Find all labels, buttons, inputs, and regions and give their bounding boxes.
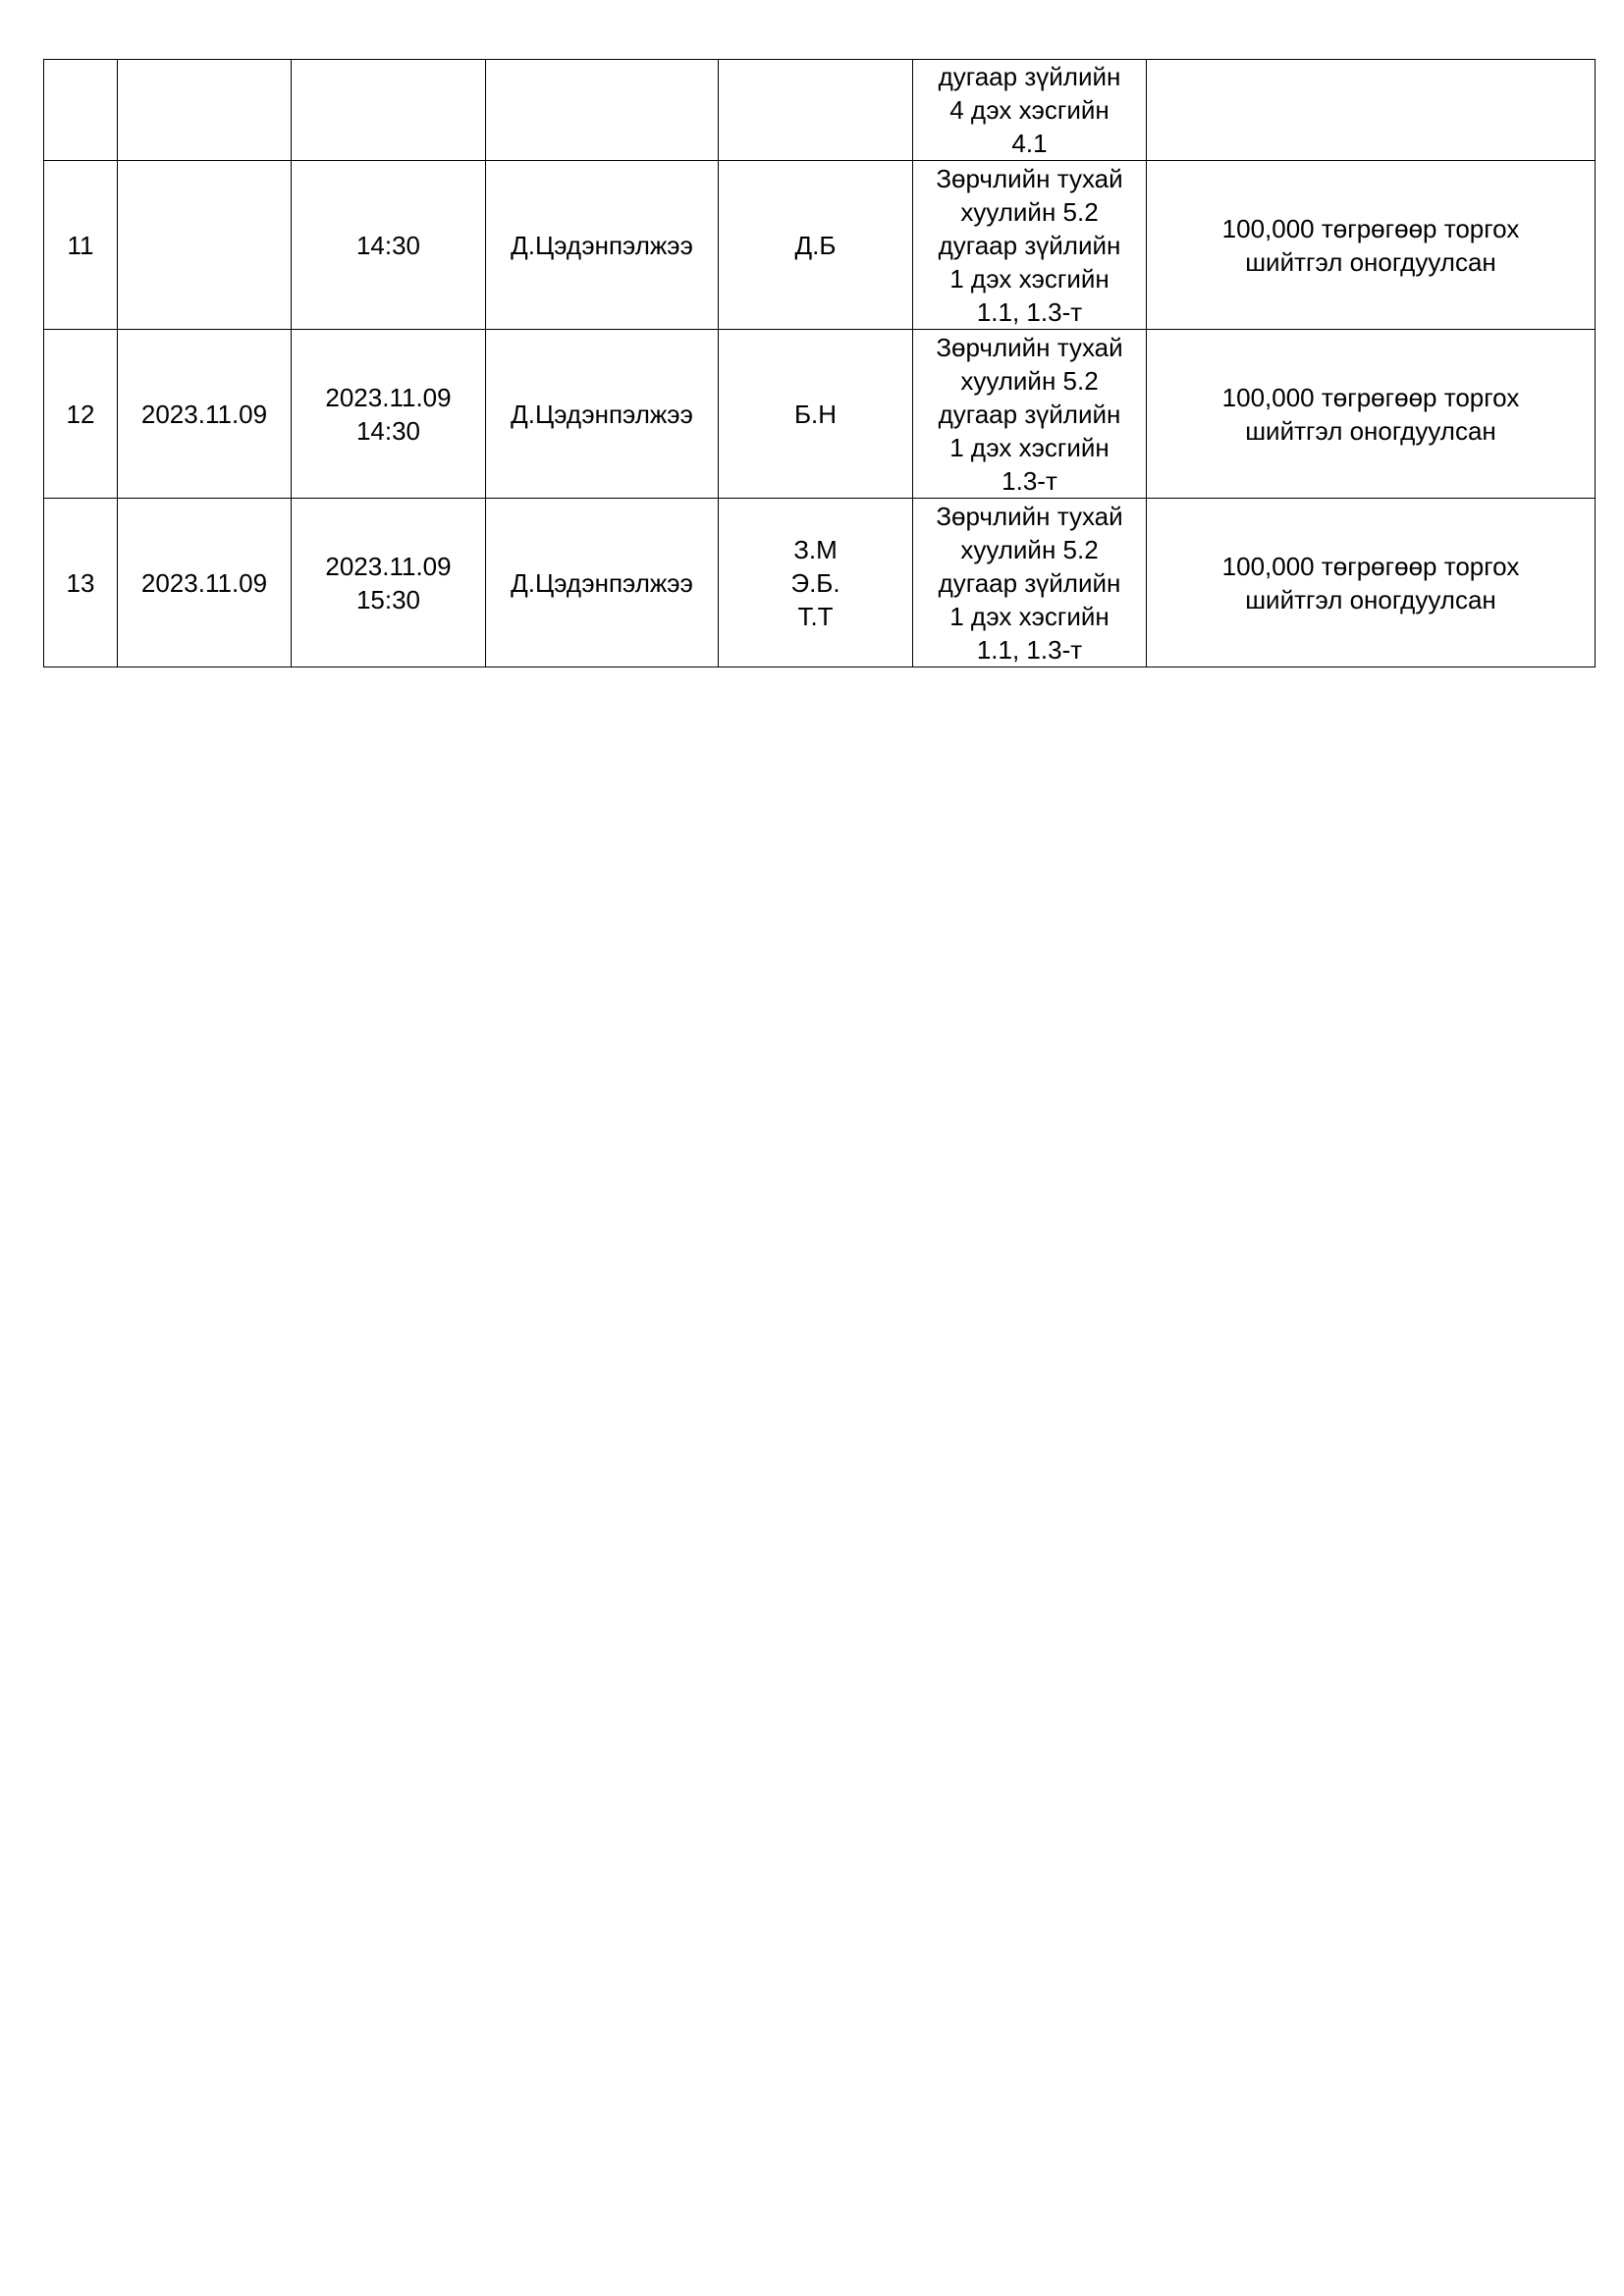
cell-violation xyxy=(913,330,1147,499)
cell-decision xyxy=(1147,161,1596,330)
datetime-date: 2023.11.09 xyxy=(325,551,452,581)
violation-line: Зөрчлийн тухай xyxy=(936,163,1123,193)
cell-datetime xyxy=(292,330,486,499)
violation-line: дугаар зүйлийн xyxy=(938,230,1121,260)
violator-name: Т.Т xyxy=(797,601,834,631)
cell-violation xyxy=(913,499,1147,667)
cell-date: 2023.11.09 xyxy=(118,499,292,667)
cell-date xyxy=(118,60,292,161)
violation-records-table xyxy=(43,59,1596,667)
datetime-time: 15:30 xyxy=(355,584,421,614)
datetime-time: 14:30 xyxy=(355,230,421,260)
violation-line: дугаар зүйлийн xyxy=(938,399,1121,429)
cell-inspector: Д.Цэдэнпэлжээ xyxy=(486,330,719,499)
violation-line: 4 дэх хэсгийн xyxy=(949,95,1110,125)
cell-violator xyxy=(719,499,913,667)
datetime-time: 14:30 xyxy=(355,415,421,446)
cell-violation xyxy=(913,60,1147,161)
violator-name: Э.Б. xyxy=(790,567,840,598)
cell-date xyxy=(118,161,292,330)
violator-name: З.М xyxy=(793,534,838,564)
cell-decision xyxy=(1147,499,1596,667)
violation-line: 1 дэх хэсгийн xyxy=(949,263,1110,294)
violation-line: 1.1, 1.3-т xyxy=(976,296,1083,327)
violation-line: дугаар зүйлийн xyxy=(938,567,1121,598)
decision-line: 100,000 төгрөгөөр торгох xyxy=(1221,382,1520,412)
cell-number: 12 xyxy=(44,330,118,499)
violation-line: Зөрчлийн тухай xyxy=(936,501,1123,531)
table-row xyxy=(44,330,1596,499)
table-row xyxy=(44,499,1596,667)
violation-line: хуулийн 5.2 xyxy=(960,534,1099,564)
table-row xyxy=(44,161,1596,330)
datetime-date: 2023.11.09 xyxy=(325,382,452,412)
cell-decision xyxy=(1147,60,1596,161)
violation-line: дугаар зүйлийн xyxy=(938,62,1121,91)
violation-line: хуулийн 5.2 xyxy=(960,365,1099,396)
violation-line: Зөрчлийн тухай xyxy=(936,332,1123,362)
cell-datetime xyxy=(292,60,486,161)
cell-violation xyxy=(913,161,1147,330)
cell-datetime xyxy=(292,499,486,667)
cell-violator xyxy=(719,161,913,330)
cell-number xyxy=(44,60,118,161)
cell-inspector: Д.Цэдэнпэлжээ xyxy=(486,161,719,330)
decision-line: 100,000 төгрөгөөр торгох xyxy=(1221,213,1520,243)
table-row xyxy=(44,60,1596,161)
decision-line: шийтгэл оногдуулсан xyxy=(1245,246,1496,277)
violator-name: Б.Н xyxy=(793,399,838,429)
cell-violator xyxy=(719,330,913,499)
violation-line: 1 дэх хэсгийн xyxy=(949,432,1110,462)
cell-date: 2023.11.09 xyxy=(118,330,292,499)
violation-line: хуулийн 5.2 xyxy=(960,196,1099,227)
cell-number: 11 xyxy=(44,161,118,330)
violator-name: Д.Б xyxy=(794,230,837,260)
violation-line: 1.3-т xyxy=(1001,465,1057,496)
cell-inspector xyxy=(486,60,719,161)
cell-number: 13 xyxy=(44,499,118,667)
decision-line: шийтгэл оногдуулсан xyxy=(1245,584,1496,614)
violation-line: 1 дэх хэсгийн xyxy=(949,601,1110,631)
decision-line: 100,000 төгрөгөөр торгох xyxy=(1221,551,1520,581)
cell-violator xyxy=(719,60,913,161)
violation-line: 4.1 xyxy=(1011,129,1048,158)
decision-line: шийтгэл оногдуулсан xyxy=(1245,415,1496,446)
cell-inspector: Д.Цэдэнпэлжээ xyxy=(486,499,719,667)
cell-datetime xyxy=(292,161,486,330)
cell-decision xyxy=(1147,330,1596,499)
violation-line: 1.1, 1.3-т xyxy=(976,634,1083,665)
